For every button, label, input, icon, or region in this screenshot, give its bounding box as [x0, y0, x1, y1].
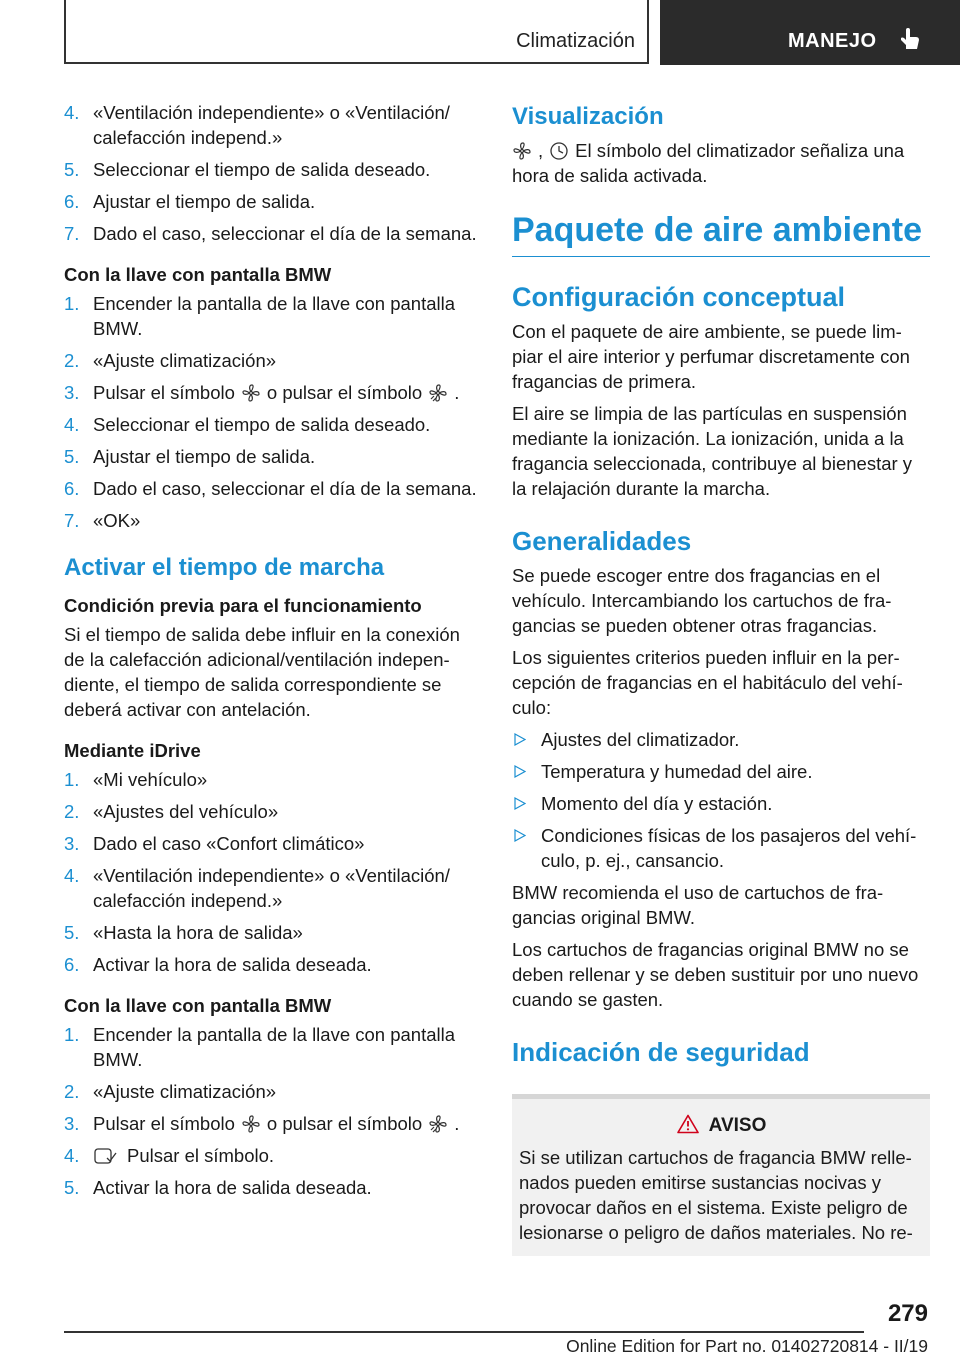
precondition-paragraph: Si el tiempo de salida debe influir en la conexión de la calefacción adicional/ventilación indepen‐ diente, el tiempo de salida correspondiente se deberá activar con antelación. — [64, 624, 460, 720]
list-item: Momento del día y estación. — [512, 791, 930, 816]
section-tab — [64, 0, 649, 64]
steering-hand-icon — [896, 26, 922, 52]
left-column — [64, 100, 479, 1207]
steps-list-3 — [64, 767, 479, 977]
general-paragraph-2: Los siguientes criterios pueden influir en la per‐ cepción de fragancias en el habitáculo del vehí‐ culo: — [512, 647, 903, 718]
fan-icon — [241, 1114, 261, 1134]
list-item: 1. Encender la pantalla de la llave con pantalla BMW. — [64, 293, 456, 339]
triangle-bullet-icon — [514, 829, 526, 842]
list-item: 6. Activar la hora de salida deseada. — [64, 954, 372, 975]
list-item: 6. Dado el caso, seleccionar el día de la semana. — [64, 478, 477, 499]
fan-heat-icon — [428, 383, 448, 403]
list-item: 6. Ajustar el tiempo de salida. — [64, 191, 316, 212]
heading-general: Generalidades — [512, 526, 692, 556]
steps-list-2 — [64, 291, 479, 533]
page-number: 279 — [887, 1300, 928, 1327]
list-item: 4. «Ventilación independiente» o «Ventilación/ calefacción independ.» — [64, 865, 450, 911]
list-item: 7. Dado el caso, seleccionar el día de la semana. — [64, 223, 477, 244]
right-column — [512, 100, 930, 1256]
section-heading-runtime: Activar el tiempo de marcha — [64, 554, 385, 581]
heading-concept: Configuración conceptual — [512, 282, 846, 312]
list-item: 4. Pulsar el símbolo. — [64, 1145, 275, 1166]
list-item: Temperatura y humedad del aire. — [512, 759, 930, 784]
list-item: 5. Seleccionar el tiempo de salida deseado. — [64, 159, 431, 180]
list-item: 1. «Mi vehículo» — [64, 769, 208, 790]
list-item: 4. «Ventilación independiente» o «Ventilación/ calefacción independ.» — [64, 102, 450, 148]
list-item: 2. «Ajuste climatización» — [64, 1081, 277, 1102]
heading-ambient-air: Paquete de aire ambiente — [512, 210, 930, 257]
fan-icon — [241, 383, 261, 403]
triangle-bullet-icon — [514, 733, 526, 746]
subheading-precondition: Condición previa para el funcionamiento — [64, 595, 422, 616]
subheading-key-display: Con la llave con pantalla BMW — [64, 264, 332, 285]
list-item: 5. Activar la hora de salida deseada. — [64, 1177, 372, 1198]
list-item: 1. Encender la pantalla de la llave con pantalla BMW. — [64, 1024, 456, 1070]
warning-title: AVISO — [519, 1113, 924, 1139]
display-paragraph: , El símbolo del climatizador señaliza una hora de salida activada. — [512, 140, 905, 186]
steps-list-4 — [64, 1022, 479, 1200]
concept-paragraph-1: Con el paquete de aire ambiente, se puede lim‐ piar el aire interior y perfumar discretamente con fragancias de primera. — [512, 321, 910, 392]
general-paragraph-1: Se puede escoger entre dos fragancias en el vehículo. Intercambiando los cartuchos de fra‐ gancias se pueden obtener otras fragancias. — [512, 565, 892, 636]
clock-icon — [549, 141, 569, 161]
warning-triangle-icon — [677, 1114, 699, 1134]
chapter-tab — [660, 0, 960, 65]
subheading-key-display-2: Con la llave con pantalla BMW — [64, 995, 332, 1016]
list-item: 3. Pulsar el símbolo o pulsar el símbolo . — [64, 1113, 460, 1134]
list-item: 3. Dado el caso «Confort climático» — [64, 833, 365, 854]
list-item: 7. «OK» — [64, 510, 141, 531]
warning-box — [512, 1094, 930, 1256]
warning-text: Si se utilizan cartuchos de fragancia BMW relle‐ nados pueden emitirse sustancias nocivas y provocar daños en el sistema. Existe peligro de lesionarse o peligro de daños materiales. No re‐ — [519, 1147, 913, 1243]
fan-icon — [512, 141, 532, 161]
triangle-bullet-icon — [514, 765, 526, 778]
page-header — [0, 0, 960, 66]
criteria-list — [512, 727, 930, 873]
list-item: 2. «Ajustes del vehículo» — [64, 801, 279, 822]
general-paragraph-4: Los cartuchos de fragancias original BMW no se deben rellenar y se deben sustituir por uno nuevo cuando se gasten. — [512, 939, 919, 1010]
general-paragraph-3: BMW recomienda el uso de cartuchos de fra‐ gancias original BMW. — [512, 882, 884, 928]
list-item: 4. Seleccionar el tiempo de salida deseado. — [64, 414, 431, 435]
list-item: 2. «Ajuste climatización» — [64, 350, 277, 371]
fan-heat-icon — [428, 1114, 448, 1134]
chapter-title: MANEJO — [788, 30, 877, 52]
heading-display: Visualización — [512, 103, 664, 130]
footer-edition: Online Edition for Part no. 01402720814 - II/19 — [566, 1336, 928, 1356]
concept-paragraph-2: El aire se limpia de las partículas en suspensión mediante la ionización. La ionización, unida a la fragancia seleccionada, contribuye al bienestar y la relajación durante la marcha. — [512, 403, 913, 499]
list-item: 3. Pulsar el símbolo o pulsar el símbolo . — [64, 382, 460, 403]
footer-divider — [64, 1331, 864, 1333]
list-item: 5. Ajustar el tiempo de salida. — [64, 446, 316, 467]
list-item: 5. «Hasta la hora de salida» — [64, 922, 303, 943]
list-item: Ajustes del climatizador. — [512, 727, 930, 752]
subheading-idrive: Mediante iDrive — [64, 740, 201, 761]
steps-list-1 — [64, 100, 479, 246]
triangle-bullet-icon — [514, 797, 526, 810]
clock-check-icon — [93, 1146, 117, 1166]
heading-safety: Indicación de seguridad — [512, 1037, 810, 1067]
list-item: Condiciones físicas de los pasajeros del vehí‐ culo, p. ej., cansancio. — [512, 823, 930, 873]
section-title: Climatización — [516, 30, 635, 52]
